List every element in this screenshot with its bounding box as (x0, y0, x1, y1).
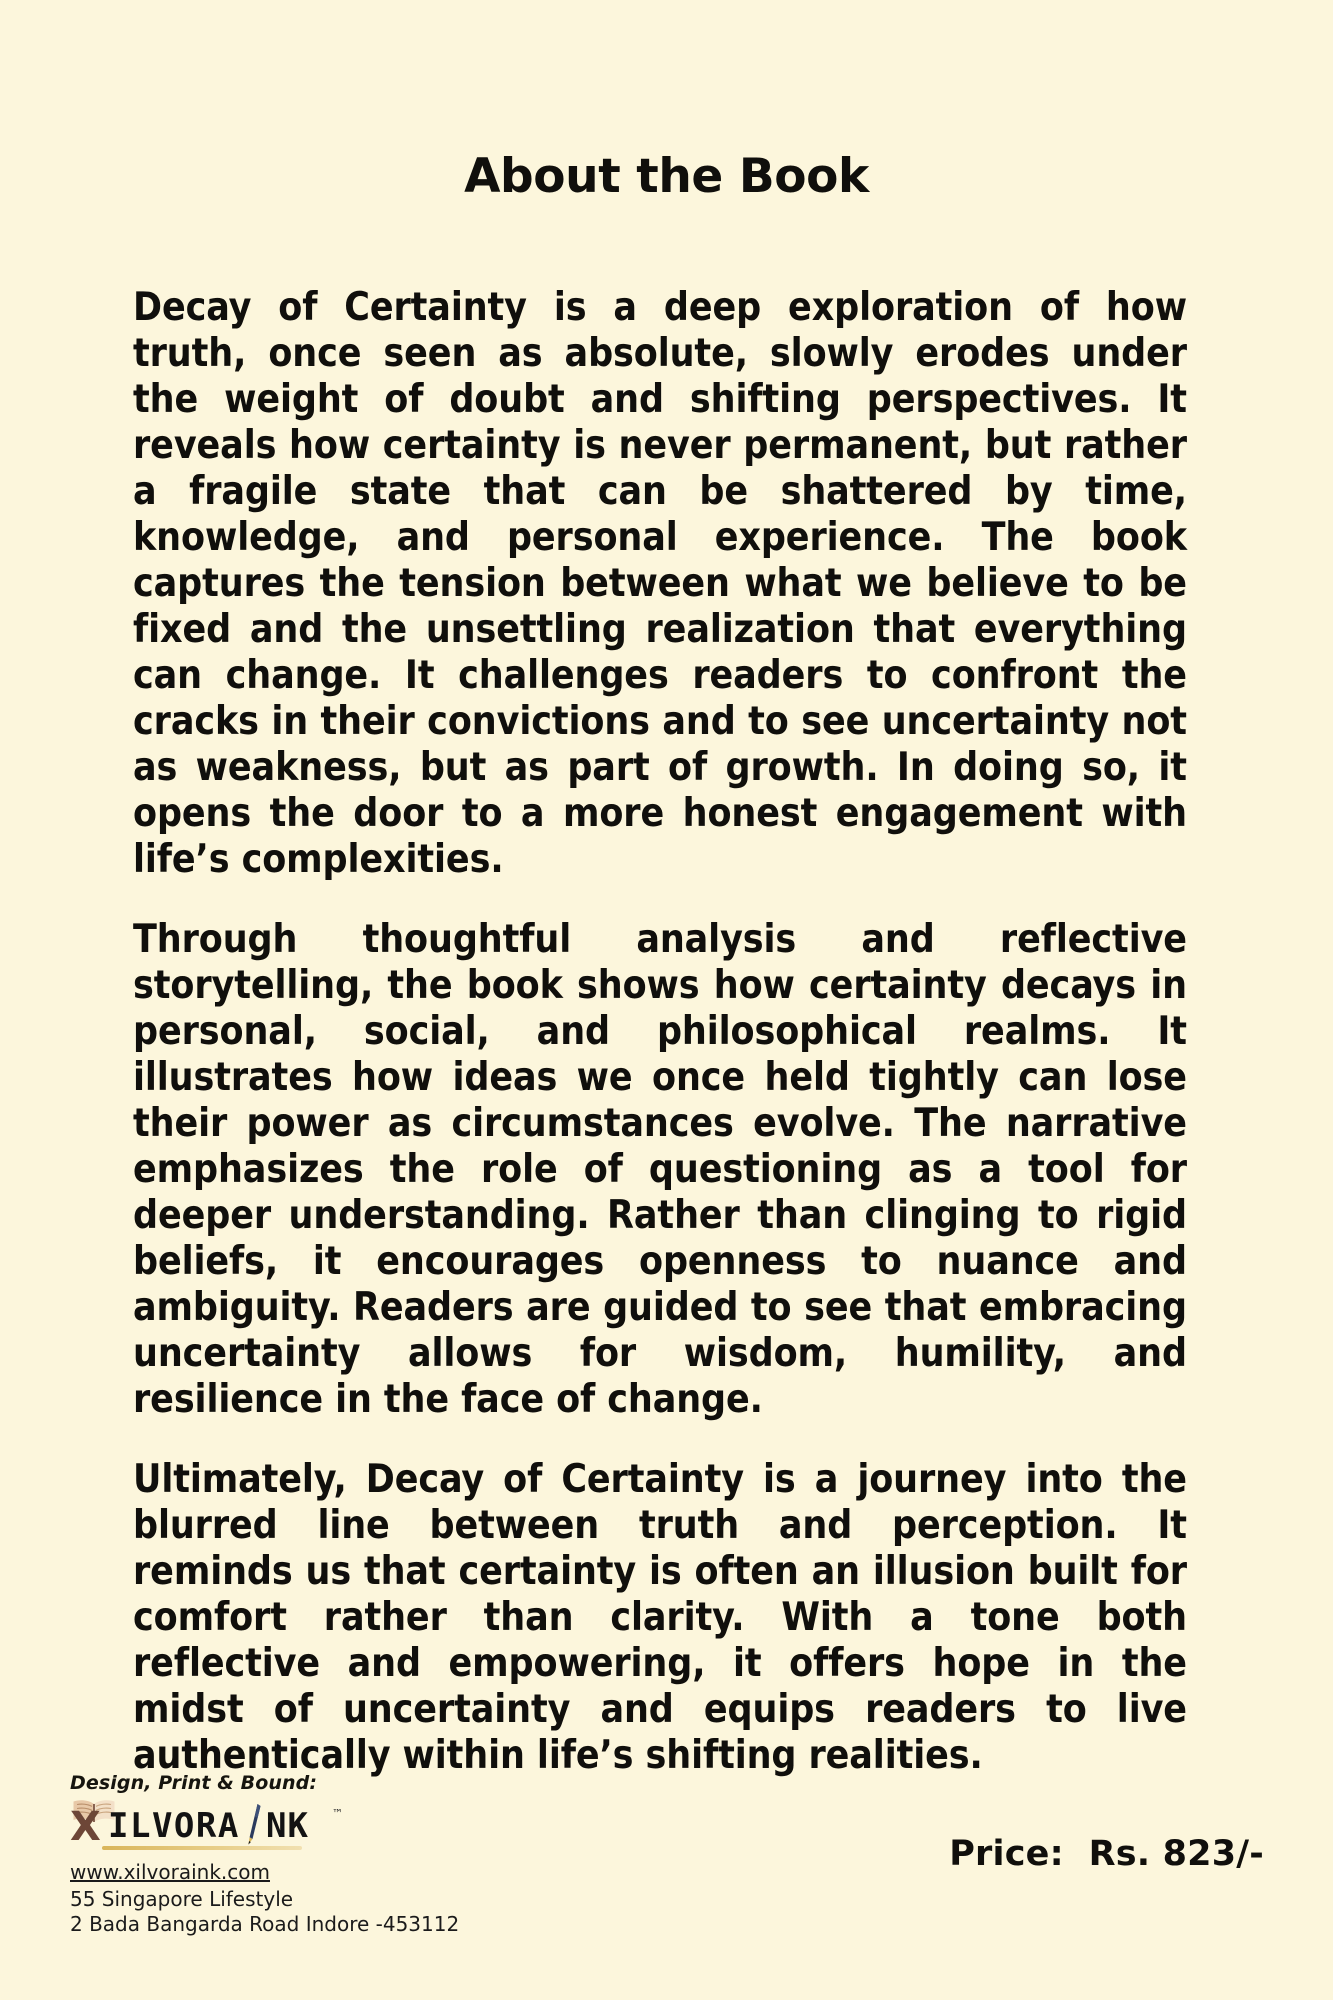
xilvora-ink-logo (70, 1801, 350, 1853)
address-line-2: 2 Bada Bangarda Road Indore -453112 (70, 1912, 460, 1936)
publisher-address (70, 1887, 670, 1937)
logo-underline-rule (102, 1846, 302, 1850)
address-line-1: 55 Singapore Lifestyle (70, 1887, 294, 1911)
paragraph-2: Through thoughtful analysis and reflective storytelling, the book shows how certainty decays in personal, social, and philosophical realms. It illustrates how ideas we once held tightly can lose their power as circumstances evolve. The narrative emphasizes the role of questioning as a tool for deeper understanding. Rather than clinging to rigid beliefs, it encourages openness to nuance and ambiguity. Readers are guided to see that embracing uncertainty allows for wisdom, humility, and resilience in the face of change. (133, 916, 1187, 1422)
about-the-book-text (133, 284, 1203, 1778)
logo-wordmark-nk: NK (266, 1806, 309, 1846)
paragraph-1: Decay of Certainty is a deep exploration of how truth, once seen as absolute, slowly erodes under the weight of doubt and shifting perspectives. It reveals how certainty is never permanent, but rather a fragile state that can be shattered by time, knowledge, and personal experience. The book captures the tension between what we believe to be fixed and the unsettling realization that everything can change. It challenges readers to confront the cracks in their convictions and to see uncertainty not as weakness, but as part of growth. In doing so, it opens the door to a more honest engagement with life’s complexities. (133, 284, 1187, 882)
price-label: Price: Rs. 823/- (949, 1834, 1264, 1874)
footer (70, 1772, 1280, 1942)
logo-wordmark-ilvora: ILVORA (108, 1806, 240, 1846)
trademark-symbol: ™ (332, 1807, 343, 1820)
pen-icon (246, 1803, 262, 1849)
page-title: About the Book (464, 149, 869, 205)
paragraph-3: Ultimately, Decay of Certainty is a journey into the blurred line between truth and perception. It reminds us that certainty is often an illusion built for comfort rather than clarity. With a tone both reflective and empowering, it offers hope in the midst of uncertainty and equips readers to live authentically within life’s shifting realities. (133, 1456, 1187, 1778)
publisher-website-link[interactable]: www.xilvoraink.com (70, 1860, 270, 1884)
imprint-block (70, 1772, 670, 1937)
imprint-label: Design, Print & Bound: (70, 1772, 318, 1794)
logo-letter-x: X (70, 1804, 99, 1850)
